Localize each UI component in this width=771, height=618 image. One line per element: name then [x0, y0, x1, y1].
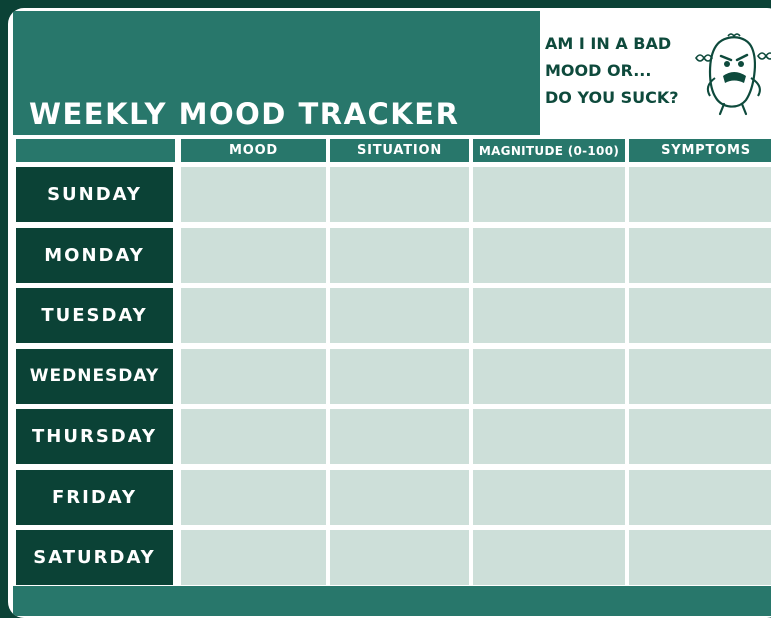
footer-band: [13, 586, 771, 616]
saturday-magnitude-cell[interactable]: [473, 530, 625, 585]
day-label-sunday: SUNDAY: [16, 167, 173, 222]
monday-symptoms-cell[interactable]: [629, 228, 771, 283]
day-label-monday: MONDAY: [16, 228, 173, 283]
wednesday-situation-cell[interactable]: [330, 349, 469, 404]
header-corner-cell: [16, 139, 175, 162]
tuesday-magnitude-cell[interactable]: [473, 288, 625, 343]
mood-tracker-sheet: [8, 8, 771, 618]
friday-symptoms-cell[interactable]: [629, 470, 771, 525]
day-label-tuesday: TUESDAY: [16, 288, 173, 343]
day-label-friday: FRIDAY: [16, 470, 173, 525]
friday-mood-cell[interactable]: [181, 470, 326, 525]
tagline: [545, 30, 685, 111]
header-magnitude: MAGNITUDE (0-100): [473, 139, 625, 162]
friday-situation-cell[interactable]: [330, 470, 469, 525]
day-label-saturday: SATURDAY: [16, 530, 173, 585]
saturday-situation-cell[interactable]: [330, 530, 469, 585]
sunday-mood-cell[interactable]: [181, 167, 326, 222]
header-symptoms: SYMPTOMS: [629, 139, 771, 162]
sunday-situation-cell[interactable]: [330, 167, 469, 222]
page-title: WEEKLY MOOD TRACKER: [29, 97, 460, 131]
monday-mood-cell[interactable]: [181, 228, 326, 283]
header-mood: MOOD: [181, 139, 326, 162]
header-situation: SITUATION: [330, 139, 469, 162]
thursday-situation-cell[interactable]: [330, 409, 469, 464]
tagline-line-1: AM I IN A BAD: [545, 34, 672, 53]
friday-magnitude-cell[interactable]: [473, 470, 625, 525]
tuesday-symptoms-cell[interactable]: [629, 288, 771, 343]
thursday-mood-cell[interactable]: [181, 409, 326, 464]
thursday-magnitude-cell[interactable]: [473, 409, 625, 464]
tuesday-mood-cell[interactable]: [181, 288, 326, 343]
day-label-wednesday: WEDNESDAY: [16, 349, 173, 404]
title-band: [13, 11, 540, 135]
thursday-symptoms-cell[interactable]: [629, 409, 771, 464]
tuesday-situation-cell[interactable]: [330, 288, 469, 343]
monday-magnitude-cell[interactable]: [473, 228, 625, 283]
sunday-magnitude-cell[interactable]: [473, 167, 625, 222]
angry-creature-icon: [688, 28, 771, 118]
tagline-line-2: MOOD OR...: [545, 61, 652, 80]
wednesday-mood-cell[interactable]: [181, 349, 326, 404]
wednesday-symptoms-cell[interactable]: [629, 349, 771, 404]
saturday-symptoms-cell[interactable]: [629, 530, 771, 585]
wednesday-magnitude-cell[interactable]: [473, 349, 625, 404]
tagline-line-3: DO YOU SUCK?: [545, 88, 679, 107]
monday-situation-cell[interactable]: [330, 228, 469, 283]
sunday-symptoms-cell[interactable]: [629, 167, 771, 222]
saturday-mood-cell[interactable]: [181, 530, 326, 585]
day-label-thursday: THURSDAY: [16, 409, 173, 464]
